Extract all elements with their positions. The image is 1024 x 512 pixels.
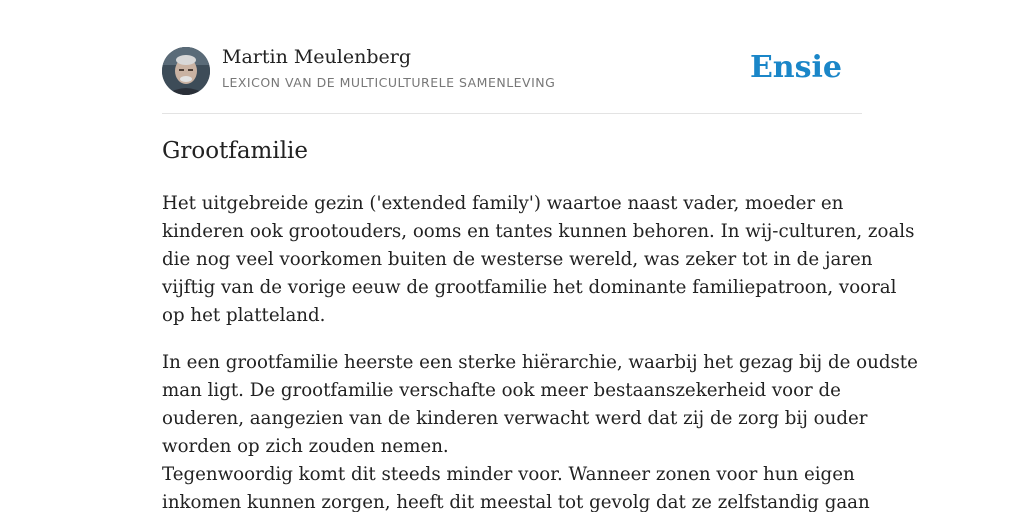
text-line: In een grootfamilie heerste een sterke hiërarchie, waarbij het gezag bij de oudste [162,352,918,373]
paragraph [162,349,918,512]
text-line: man ligt. De grootfamilie verschafte ook meer bestaanszekerheid voor de [162,380,841,401]
text-line: kinderen ook grootouders, ooms en tantes kunnen behoren. In wij-culturen, zoals [162,221,915,242]
page-title: Grootfamilie [162,138,309,164]
header [162,0,862,114]
text-line: die nog veel voorkomen buiten de westerse wereld, was zeker tot in de jaren [162,249,873,270]
page-container [162,0,918,512]
brand-logo[interactable]: Ensie [749,50,842,85]
avatar[interactable] [162,47,210,95]
text-line: worden op zich zouden nemen. [162,436,449,457]
text-line: Tegenwoordig komt dit steeds minder voor. Wanneer zonen voor hun eigen [162,464,855,485]
text-line: inkomen kunnen zorgen, heeft dit meestal tot gevolg dat ze zelfstandig gaan [162,492,870,512]
text-line: op het platteland. [162,305,326,326]
text-line: ouderen, aangezien van de kinderen verwacht werd dat zij de zorg bij ouder [162,408,868,429]
article-body [162,190,918,512]
paragraph [162,190,915,330]
text-line: vijftig van de vorige eeuw de grootfamilie het dominante familiepatroon, vooral [162,277,897,298]
text-line: Het uitgebreide gezin ('extended family') waartoe naast vader, moeder en [162,193,844,214]
author-name[interactable]: Martin Meulenberg [222,46,411,68]
author-photo-icon [162,47,210,95]
publication-name[interactable]: LEXICON VAN DE MULTICULTURELE SAMENLEVING [222,75,556,90]
